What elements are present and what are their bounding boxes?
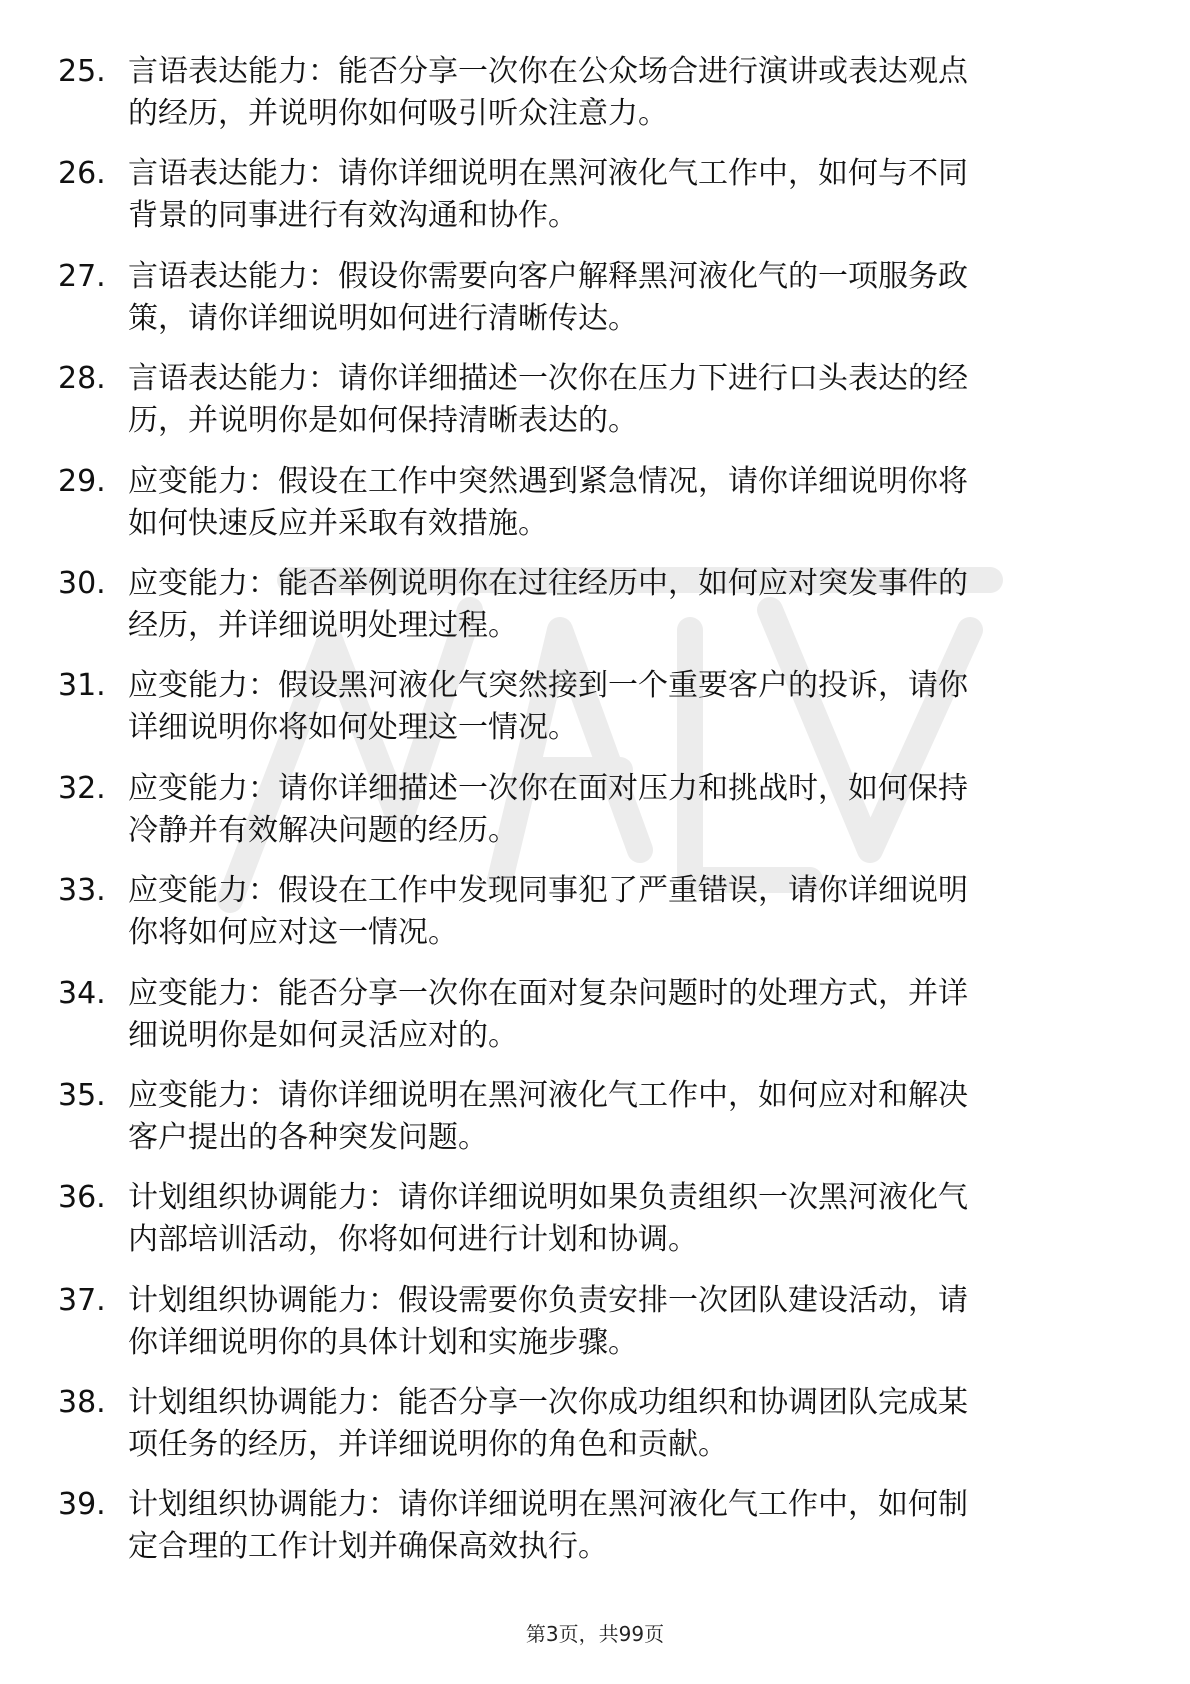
question-text: 言语表达能力：假设你需要向客户解释黑河液化气的一项服务政 策，请你详细说明如何进行清晰传达。 xyxy=(128,258,968,336)
question-text: 应变能力：能否分享一次你在面对复杂问题时的处理方式，并详 细说明你是如何灵活应对的。 xyxy=(128,975,968,1053)
question-number: 27. xyxy=(58,258,106,294)
question-item xyxy=(58,870,1118,972)
question-text: 计划组织协调能力：能否分享一次你成功组织和协调团队完成某 项任务的经历，并详细说明你的角色和贡献。 xyxy=(128,1385,968,1463)
question-item xyxy=(58,51,1118,153)
question-text: 应变能力：假设黑河液化气突然接到一个重要客户的投诉，请你 详细说明你将如何处理这一情况。 xyxy=(128,668,968,746)
page-footer: 第3页，共99页 xyxy=(525,1622,665,1646)
question-text: 应变能力：请你详细说明在黑河液化气工作中，如何应对和解决 客户提出的各种突发问题。 xyxy=(128,1077,968,1155)
question-number: 36. xyxy=(58,1180,106,1216)
question-item xyxy=(58,665,1118,767)
question-text: 言语表达能力：能否分享一次你在公众场合进行演讲或表达观点 的经历，并说明你如何吸引听众注意力。 xyxy=(128,54,968,131)
question-number: 37. xyxy=(58,1282,106,1318)
question-number: 31. xyxy=(58,668,106,704)
question-number: 28. xyxy=(58,361,106,397)
question-text: 应变能力：请你详细描述一次你在面对压力和挑战时，如何保持 冷静并有效解决问题的经历。 xyxy=(128,770,968,848)
question-number: 39. xyxy=(58,1487,106,1523)
question-text: 应变能力：假设在工作中突然遇到紧急情况，请你详细说明你将 如何快速反应并采取有效措施。 xyxy=(128,463,968,541)
question-number: 34. xyxy=(58,975,106,1011)
question-item xyxy=(58,563,1118,665)
question-item xyxy=(58,1280,1118,1382)
question-text: 言语表达能力：请你详细说明在黑河液化气工作中，如何与不同 背景的同事进行有效沟通和协作。 xyxy=(128,156,968,234)
question-text: 计划组织协调能力：请你详细说明如果负责组织一次黑河液化气 内部培训活动，你将如何进行计划和协调。 xyxy=(128,1180,968,1258)
question-number: 38. xyxy=(58,1385,106,1421)
question-item xyxy=(58,461,1118,563)
question-item xyxy=(58,1382,1118,1484)
question-number: 33. xyxy=(58,873,106,909)
question-item xyxy=(58,973,1118,1075)
question-number: 26. xyxy=(58,156,106,192)
question-item xyxy=(58,256,1118,358)
question-item xyxy=(58,1075,1118,1177)
question-number: 32. xyxy=(58,770,106,806)
question-item xyxy=(58,1177,1118,1279)
question-number: 25. xyxy=(58,54,106,89)
question-text: 应变能力：假设在工作中发现同事犯了严重错误，请你详细说明 你将如何应对这一情况。 xyxy=(128,873,968,951)
question-text: 计划组织协调能力：请你详细说明在黑河液化气工作中，如何制 定合理的工作计划并确保高效执行。 xyxy=(128,1487,968,1565)
question-text: 应变能力：能否举例说明你在过往经历中，如何应对突发事件的 经历，并详细说明处理过程。 xyxy=(128,565,968,643)
question-list xyxy=(58,51,1118,1587)
question-text: 计划组织协调能力：假设需要你负责安排一次团队建设活动，请 你详细说明你的具体计划和实施步骤。 xyxy=(128,1282,968,1360)
question-text: 言语表达能力：请你详细描述一次你在压力下进行口头表达的经 历，并说明你是如何保持清晰表达的。 xyxy=(128,361,968,439)
question-number: 29. xyxy=(58,463,106,499)
question-item xyxy=(58,358,1118,460)
question-number: 35. xyxy=(58,1077,106,1113)
question-number: 30. xyxy=(58,565,106,601)
question-item xyxy=(58,1484,1118,1586)
question-item xyxy=(58,153,1118,255)
question-item xyxy=(58,768,1118,870)
